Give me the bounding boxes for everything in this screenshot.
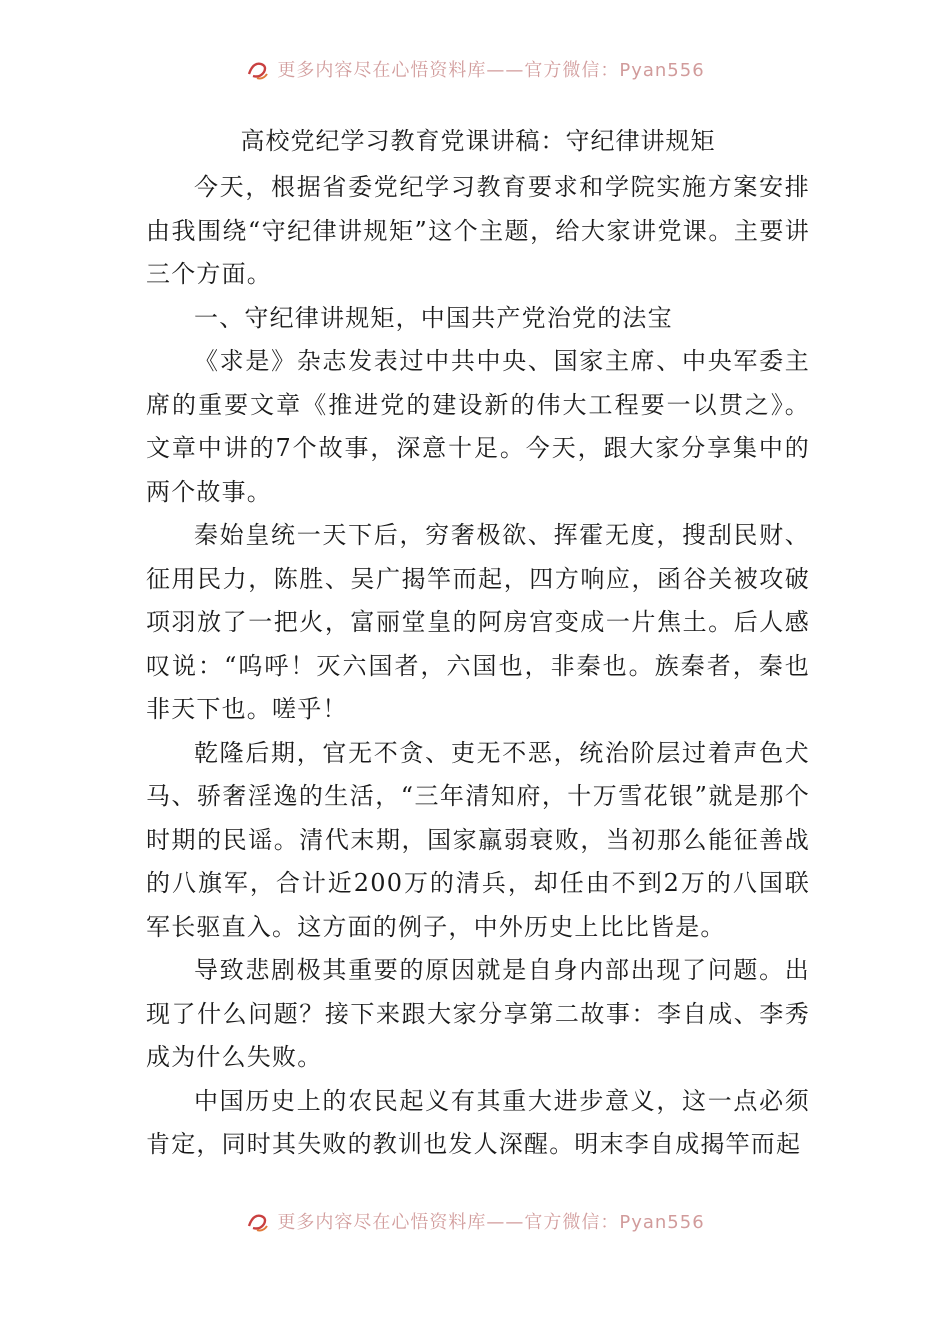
document-body bbox=[146, 118, 810, 1167]
paragraph: 今天，根据省委党纪学习教育要求和学院实施方案安排由我围绕“守纪律讲规矩”这个主题，给大家讲党课。主要讲三个方面。 bbox=[146, 173, 810, 288]
watermark-text: 更多内容尽在心悟资料库——官方微信：Pyan556 bbox=[277, 60, 705, 81]
watermark-text: 更多内容尽在心悟资料库——官方微信：Pyan556 bbox=[277, 1212, 705, 1233]
dj-logo-icon bbox=[245, 56, 271, 82]
section-heading: 一、守纪律讲规矩，中国共产党治党的法宝 bbox=[194, 303, 673, 332]
footer-watermark-banner bbox=[0, 1204, 950, 1238]
paragraph: 秦始皇统一天下后，穷奢极欲、挥霍无度，搜刮民财、征用民力，陈胜、吴广揭竿而起，四方响应，函谷关被攻破项羽放了一把火，富丽堂皇的阿房宫变成一片焦土。后人感叹说：“呜呼！灭六国者，六国也，非秦也。族秦者，秦也非天下也。嗟乎！ bbox=[146, 521, 810, 723]
dj-logo-icon bbox=[245, 1208, 271, 1234]
paragraph: 中国历史上的农民起义有其重大进步意义，这一点必须肯定，同时其失败的教训也发人深醒。明末李自成揭竿而起 bbox=[146, 1086, 810, 1158]
paragraph: 乾隆后期，官无不贪、吏无不恶，统治阶层过着声色犬马、骄奢淫逸的生活，“三年清知府，十万雪花银”就是那个时期的民谣。清代末期，国家羸弱衰败，当初那么能征善战的八旗军，合计近200万的清兵，却任由不到2万的八国联军长驱直入。这方面的例子，中外历史上比比皆是。 bbox=[146, 738, 810, 941]
document-title: 高校党纪学习教育党课讲稿：守纪律讲规矩 bbox=[240, 127, 716, 155]
paragraph: 《求是》杂志发表过中共中央、国家主席、中央军委主席的重要文章《推进党的建设新的伟大工程要一以贯之》。文章中讲的7个故事，深意十足。今天，跟大家分享集中的两个故事。 bbox=[146, 347, 810, 506]
header-watermark-banner bbox=[0, 52, 950, 86]
paragraph: 导致悲剧极其重要的原因就是自身内部出现了问题。出现了什么问题？接下来跟大家分享第二故事：李自成、李秀成为什么失败。 bbox=[146, 956, 810, 1071]
